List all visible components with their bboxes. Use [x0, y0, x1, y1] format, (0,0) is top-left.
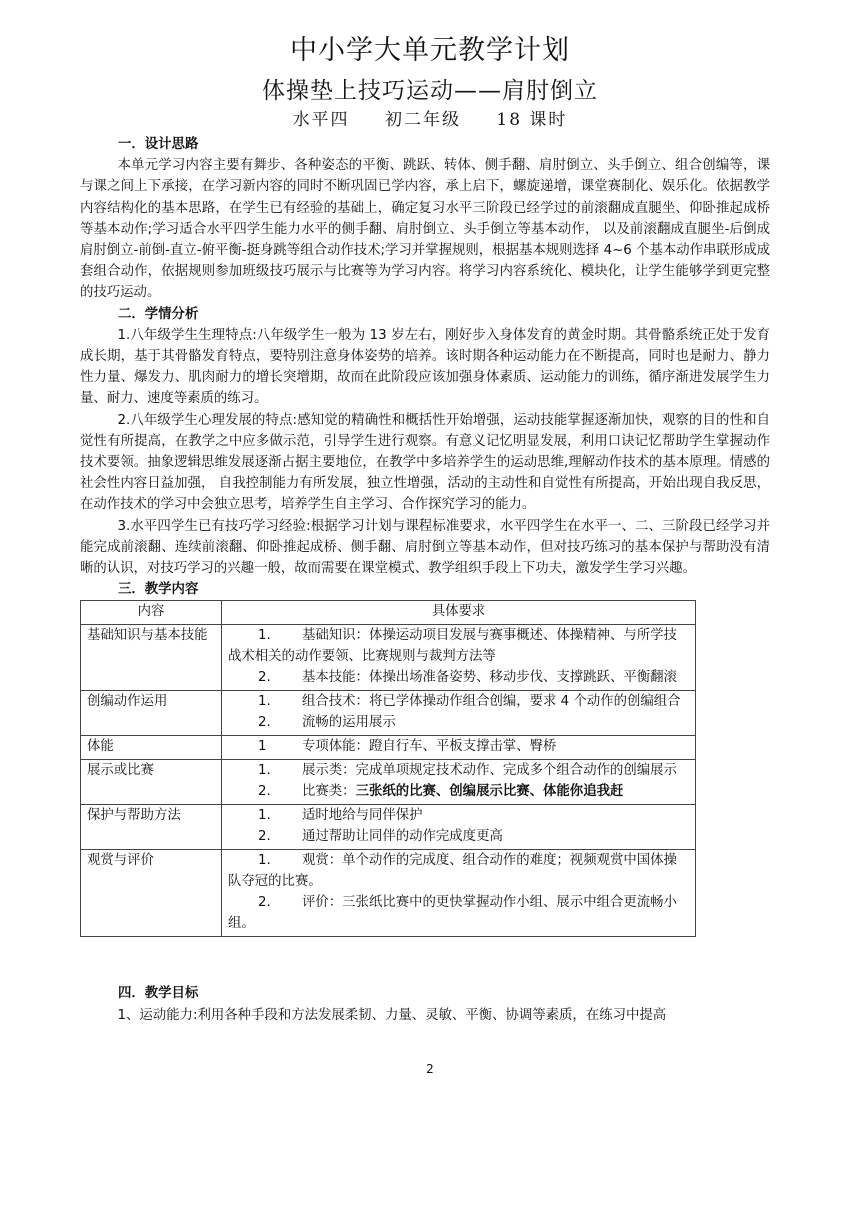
content-table	[80, 600, 696, 937]
item-text: 展示类：完成单项规定技术动作、完成多个组合动作的创编展示	[302, 763, 677, 779]
row-name: 保护与帮助方法	[81, 805, 222, 850]
item-text: 通过帮助让同伴的动作完成度更高	[302, 829, 503, 845]
table-header-requirements: 具体要求	[222, 601, 696, 625]
table-row	[81, 625, 696, 691]
item-text: 适时地给与同伴保护	[302, 808, 423, 824]
document-title: 中小学大单元教学计划	[290, 35, 570, 66]
table-row	[81, 760, 696, 805]
item-number: 2.	[258, 784, 271, 800]
document-subtitle: 体操垫上技巧运动——肩肘倒立	[262, 78, 598, 104]
analysis-paragraph-2: 2.八年级学生心理发展的特点:感知觉的精确性和概括性开始增强，运动技能掌握逐渐加快，观察的目的性和自觉性有所提高，在教学之中应多做示范，引导学生进行观察。有意义记忆明显发展，利用口诀记忆帮助学生掌握动作技术要领。抽象逻辑思维发展逐渐占据主要地位，在教学中多培养学生的运动思维,理解动作技术的基本原理。情感的社会性内容日益加强， 自我控制能力有所发展，独立性增强，活动的主动性和自觉性有所提高，开始出现自我反思，在动作技术的学习中会独立思考，培养学生自主学习、合作探究学习的能力。	[80, 412, 770, 513]
item-text: 比赛类：	[302, 784, 356, 800]
row-name: 展示或比赛	[81, 760, 222, 805]
section-heading-content: 三．教学内容	[118, 582, 199, 598]
row-requirements	[222, 691, 696, 736]
section-spacer	[80, 937, 770, 983]
item-number: 1.	[258, 808, 271, 824]
row-requirements	[222, 805, 696, 850]
section-heading-analysis: 二．学情分析	[118, 306, 199, 322]
table-header-row	[81, 601, 696, 625]
table-header-content: 内容	[81, 601, 222, 625]
section-heading-design: 一．设计思路	[118, 137, 199, 152]
item-number: 2.	[258, 715, 271, 731]
item-number: 1.	[258, 853, 271, 869]
row-requirements	[222, 850, 696, 937]
section-heading-objectives: 四．教学目标	[118, 986, 199, 1002]
table-row	[81, 691, 696, 736]
table-row	[81, 736, 696, 760]
item-number: 1.	[258, 763, 271, 779]
hours-label: 18 课时	[496, 110, 568, 130]
document-body	[80, 134, 770, 1026]
item-text: 流畅的运用展示	[302, 715, 396, 731]
item-text: 基础知识：体操运动项目发展与赛事概述、体操精神、与所学技战术相关的动作要领、比赛规则与裁判方法等	[228, 628, 677, 665]
design-paragraph: 本单元学习内容主要有舞步、各种姿态的平衡、跳跃、转体、侧手翻、肩肘倒立、头手倒立、组合创编等，课与课之间上下承接，在学习新内容的同时不断巩固已学内容，承上启下，螺旋递增，课堂赛制化、娱乐化。依据教学内容结构化的基本思路，在学生已有经验的基础上，确定复习水平三阶段已经学过的前滚翻成直腿坐、仰卧推起成桥等基本动作;学习适合水平四学生能力水平的侧手翻、肩肘倒立、头手倒立等基本动作， 以及前滚翻成直腿坐-后倒成肩肘倒立-前倒-直立-俯平衡-挺身跳等组合动作技术;学习并掌握规则，根据基本规则选择 4~6 个基本动作串联形成成套组合动作，依据规则参加班级技巧展示与比赛等为学习内容。将学习内容系统化、模块化，让学生能够学到更完整的技巧运动。	[80, 158, 770, 301]
row-name: 观赏与评价	[81, 850, 222, 937]
item-text: 专项体能：蹬自行车、平板支撑击掌、臀桥	[302, 739, 557, 755]
table-row	[81, 850, 696, 937]
item-number: 2.	[258, 895, 271, 911]
item-text: 观赏：单个动作的完成度、组合动作的难度；视频观赏中国体操队夺冠的比赛。	[228, 853, 677, 890]
level-label: 水平四	[292, 110, 350, 130]
item-number: 1	[258, 739, 267, 755]
item-number: 1.	[258, 628, 271, 644]
row-requirements	[222, 760, 696, 805]
analysis-paragraph-3: 3.水平四学生已有技巧学习经验:根据学习计划与课程标准要求，水平四学生在水平一、二、三阶段已经学习并能完成前滚翻、连续前滚翻、仰卧推起成桥、侧手翻、肩肘倒立等基本动作，但对技巧练习的基本保护与帮助没有清晰的认识，对技巧学习的兴趣一般，故而需要在课堂模式、教学组织手段上下功夫，激发学生学习兴趣。	[80, 518, 770, 577]
objectives-paragraph: 1、运动能力:利用各种手段和方法发展柔韧、力量、灵敏、平衡、协调等素质，在练习中提高	[117, 1007, 667, 1023]
item-text: 基本技能：体操出场准备姿势、移动步伐、支撑跳跃、平衡翻滚	[302, 670, 677, 686]
item-number: 2.	[258, 670, 271, 686]
item-number: 2.	[258, 829, 271, 845]
item-number: 1.	[258, 694, 271, 710]
grade-label: 初二年级	[384, 110, 461, 130]
table-row	[81, 805, 696, 850]
item-text-bold: 三张纸的比赛、创编展示比赛、体能你追我赶	[355, 784, 624, 800]
row-name: 体能	[81, 736, 222, 760]
row-name: 创编动作运用	[81, 691, 222, 736]
course-meta	[0, 108, 860, 132]
item-text: 评价：三张纸比赛中的更快掌握动作小组、展示中组合更流畅小组。	[228, 895, 677, 932]
page-number: 2	[426, 1062, 434, 1076]
row-requirements	[222, 625, 696, 691]
row-name: 基础知识与基本技能	[81, 625, 222, 691]
row-requirements	[222, 736, 696, 760]
analysis-paragraph-1: 1.八年级学生生理特点:八年级学生一般为 13 岁左右，刚好步入身体发育的黄金时期。其骨骼系统正处于发育成长期，基于其骨骼发育特点，要特别注意身体姿势的培养。该时期各种运动能力在不断提高，同时也是耐力、静力性力量、爆发力、肌肉耐力的增长突增期，故而在此阶段应该加强身体素质、运动能力的训练，循序渐进发展学生力量、耐力、速度等素质的练习。	[80, 327, 770, 407]
item-text: 组合技术：将已学体操动作组合创编，要求 4 个动作的创编组合	[302, 694, 681, 710]
